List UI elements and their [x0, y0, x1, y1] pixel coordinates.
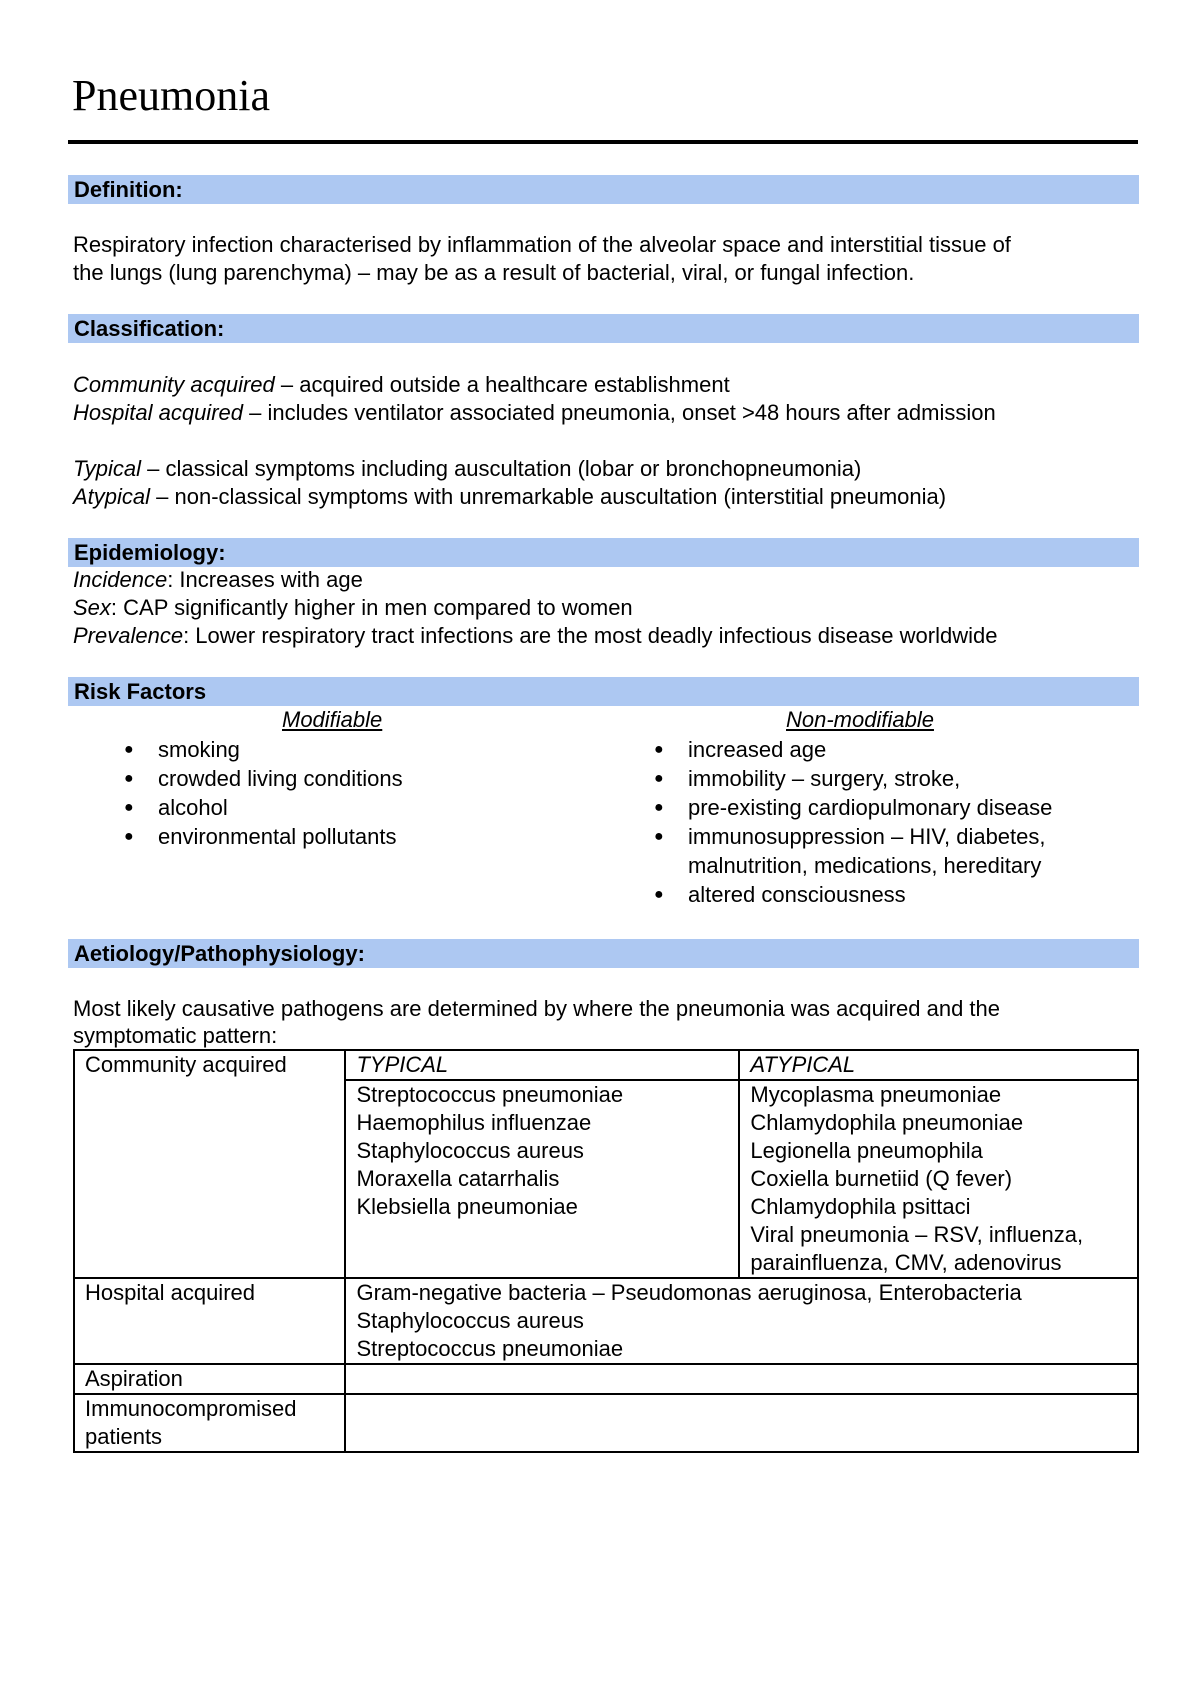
list-item-continuation: [654, 851, 1052, 880]
classification-desc: – non-classical symptoms with unremarkable auscultation (interstitial pneumonia): [150, 484, 947, 509]
bullet-icon: ●: [654, 828, 664, 845]
list-item: [124, 764, 403, 793]
aetiology-intro-line-2: symptomatic pattern:: [73, 1023, 278, 1048]
classification-community: [73, 371, 730, 399]
epidemiology-term: Prevalence: [73, 623, 184, 648]
bullet-icon: ●: [654, 770, 664, 787]
table-cell-hospital: [345, 1278, 1138, 1364]
typical-heading: TYPICAL: [356, 1052, 449, 1077]
list-item: [124, 822, 403, 851]
risk-factor-label: immunosuppression – HIV, diabetes,: [688, 824, 1046, 849]
table-cell-immuno-label: [74, 1394, 345, 1452]
risk-factor-label: malnutrition, medications, hereditary: [688, 853, 1042, 878]
epidemiology-prevalence: [73, 622, 997, 650]
definition-line-1: Respiratory infection characterised by inflammation of the alveolar space and interstitial tissue of: [73, 232, 1011, 257]
table-cell-atypical: [739, 1080, 1138, 1278]
classification-atypical: [73, 483, 946, 511]
title-divider: [68, 140, 1138, 144]
table-header-typical: [345, 1050, 739, 1080]
table-cell-community-label: [74, 1050, 345, 1278]
table-cell-immuno: [345, 1394, 1138, 1452]
immunocompromised-label-line-1: Immunocompromised: [85, 1396, 297, 1421]
risk-factor-label: alcohol: [158, 795, 228, 820]
classification-term: Hospital acquired: [73, 400, 243, 425]
list-item: [654, 735, 1052, 764]
classification-term: Community acquired: [73, 372, 275, 397]
risk-factor-label: pre-existing cardiopulmonary disease: [688, 795, 1053, 820]
risk-factors-heading: Risk Factors: [68, 677, 1139, 706]
pathogen: Staphylococcus aureus: [356, 1138, 584, 1163]
bullet-icon: ●: [654, 741, 664, 758]
risk-factor-label: immobility – surgery, stroke,: [688, 766, 961, 791]
modifiable-heading: Modifiable: [282, 707, 383, 732]
pathogen: Mycoplasma pneumoniae: [750, 1082, 1002, 1107]
classification-desc: – acquired outside a healthcare establishment: [274, 372, 730, 397]
epidemiology-term: Incidence: [73, 567, 168, 592]
list-item: [124, 735, 403, 764]
classification-heading: Classification:: [68, 314, 1139, 343]
classification-term: Atypical: [73, 484, 151, 509]
page-title: Pneumonia: [72, 71, 270, 120]
table-cell-hospital-label: [74, 1278, 345, 1364]
table-cell-aspiration: [345, 1364, 1138, 1394]
risk-factor-label: environmental pollutants: [158, 824, 397, 849]
bullet-icon: ●: [124, 828, 134, 845]
list-item: [124, 793, 403, 822]
pathogen: Gram-negative bacteria – Pseudomonas aeruginosa, Enterobacteria: [356, 1280, 1022, 1305]
bullet-icon: ●: [124, 741, 134, 758]
community-acquired-label: Community acquired: [85, 1052, 287, 1077]
classification-desc: – includes ventilator associated pneumonia, onset >48 hours after admission: [242, 400, 996, 425]
table-row: [74, 1364, 1138, 1394]
list-item: [654, 822, 1052, 851]
classification-typical: [73, 455, 861, 483]
pathogen: Coxiella burnetiid (Q fever): [750, 1166, 1013, 1191]
table-row: [74, 1050, 1138, 1080]
aetiology-heading: Aetiology/Pathophysiology:: [68, 939, 1139, 968]
classification-hospital: [73, 399, 996, 427]
risk-factor-label: altered consciousness: [688, 882, 906, 907]
pathogen: Staphylococcus aureus: [356, 1308, 584, 1333]
definition-line-2: the lungs (lung parenchyma) – may be as a result of bacterial, viral, or fungal infection.: [73, 260, 915, 285]
immunocompromised-label-line-2: patients: [85, 1424, 163, 1449]
classification-term: Typical: [73, 456, 142, 481]
aspiration-label: Aspiration: [85, 1366, 183, 1391]
table-header-atypical: [739, 1050, 1138, 1080]
list-item: [654, 793, 1052, 822]
epidemiology-desc: : Lower respiratory tract infections are the most deadly infectious disease worldwide: [183, 623, 998, 648]
non-modifiable-heading: Non-modifiable: [786, 707, 934, 732]
risk-factor-label: smoking: [158, 737, 240, 762]
epidemiology-desc: : Increases with age: [167, 567, 363, 592]
definition-heading: Definition:: [68, 175, 1139, 204]
pathogen: Haemophilus influenzae: [356, 1110, 592, 1135]
pathogen: Klebsiella pneumoniae: [356, 1194, 578, 1219]
non-modifiable-list: [654, 735, 1052, 909]
pathogen: Chlamydophila psittaci: [750, 1194, 971, 1219]
bullet-icon: ●: [654, 886, 664, 903]
epidemiology-desc: : CAP significantly higher in men compared to women: [110, 595, 633, 620]
table-cell-typical: [345, 1080, 739, 1278]
pathogen: Legionella pneumophila: [750, 1138, 983, 1163]
risk-factor-label: crowded living conditions: [158, 766, 403, 791]
bullet-icon: ●: [124, 799, 134, 816]
pathogen-table: [73, 1049, 1139, 1453]
classification-desc: – classical symptoms including auscultation (lobar or bronchopneumonia): [141, 456, 862, 481]
epidemiology-sex: [73, 594, 633, 622]
epidemiology-term: Sex: [73, 595, 111, 620]
pathogen: Moraxella catarrhalis: [356, 1166, 560, 1191]
table-row: [74, 1394, 1138, 1452]
list-item: [654, 764, 1052, 793]
risk-factor-label: increased age: [688, 737, 827, 762]
bullet-icon: ●: [654, 799, 664, 816]
aetiology-intro-line-1: Most likely causative pathogens are determined by where the pneumonia was acquired and the: [73, 996, 1000, 1021]
modifiable-list: [124, 735, 403, 851]
atypical-heading: ATYPICAL: [750, 1052, 856, 1077]
pathogen: parainfluenza, CMV, adenovirus: [750, 1250, 1062, 1275]
pathogen: Streptococcus pneumoniae: [356, 1336, 624, 1361]
table-cell-aspiration-label: [74, 1364, 345, 1394]
pathogen: Chlamydophila pneumoniae: [750, 1110, 1024, 1135]
hospital-acquired-label: Hospital acquired: [85, 1280, 255, 1305]
pathogen: Streptococcus pneumoniae: [356, 1082, 624, 1107]
epidemiology-heading: Epidemiology:: [68, 538, 1139, 567]
bullet-icon: ●: [124, 770, 134, 787]
list-item: [654, 880, 1052, 909]
epidemiology-incidence: [73, 566, 363, 594]
pathogen: Viral pneumonia – RSV, influenza,: [750, 1222, 1084, 1247]
table-row: [74, 1278, 1138, 1364]
